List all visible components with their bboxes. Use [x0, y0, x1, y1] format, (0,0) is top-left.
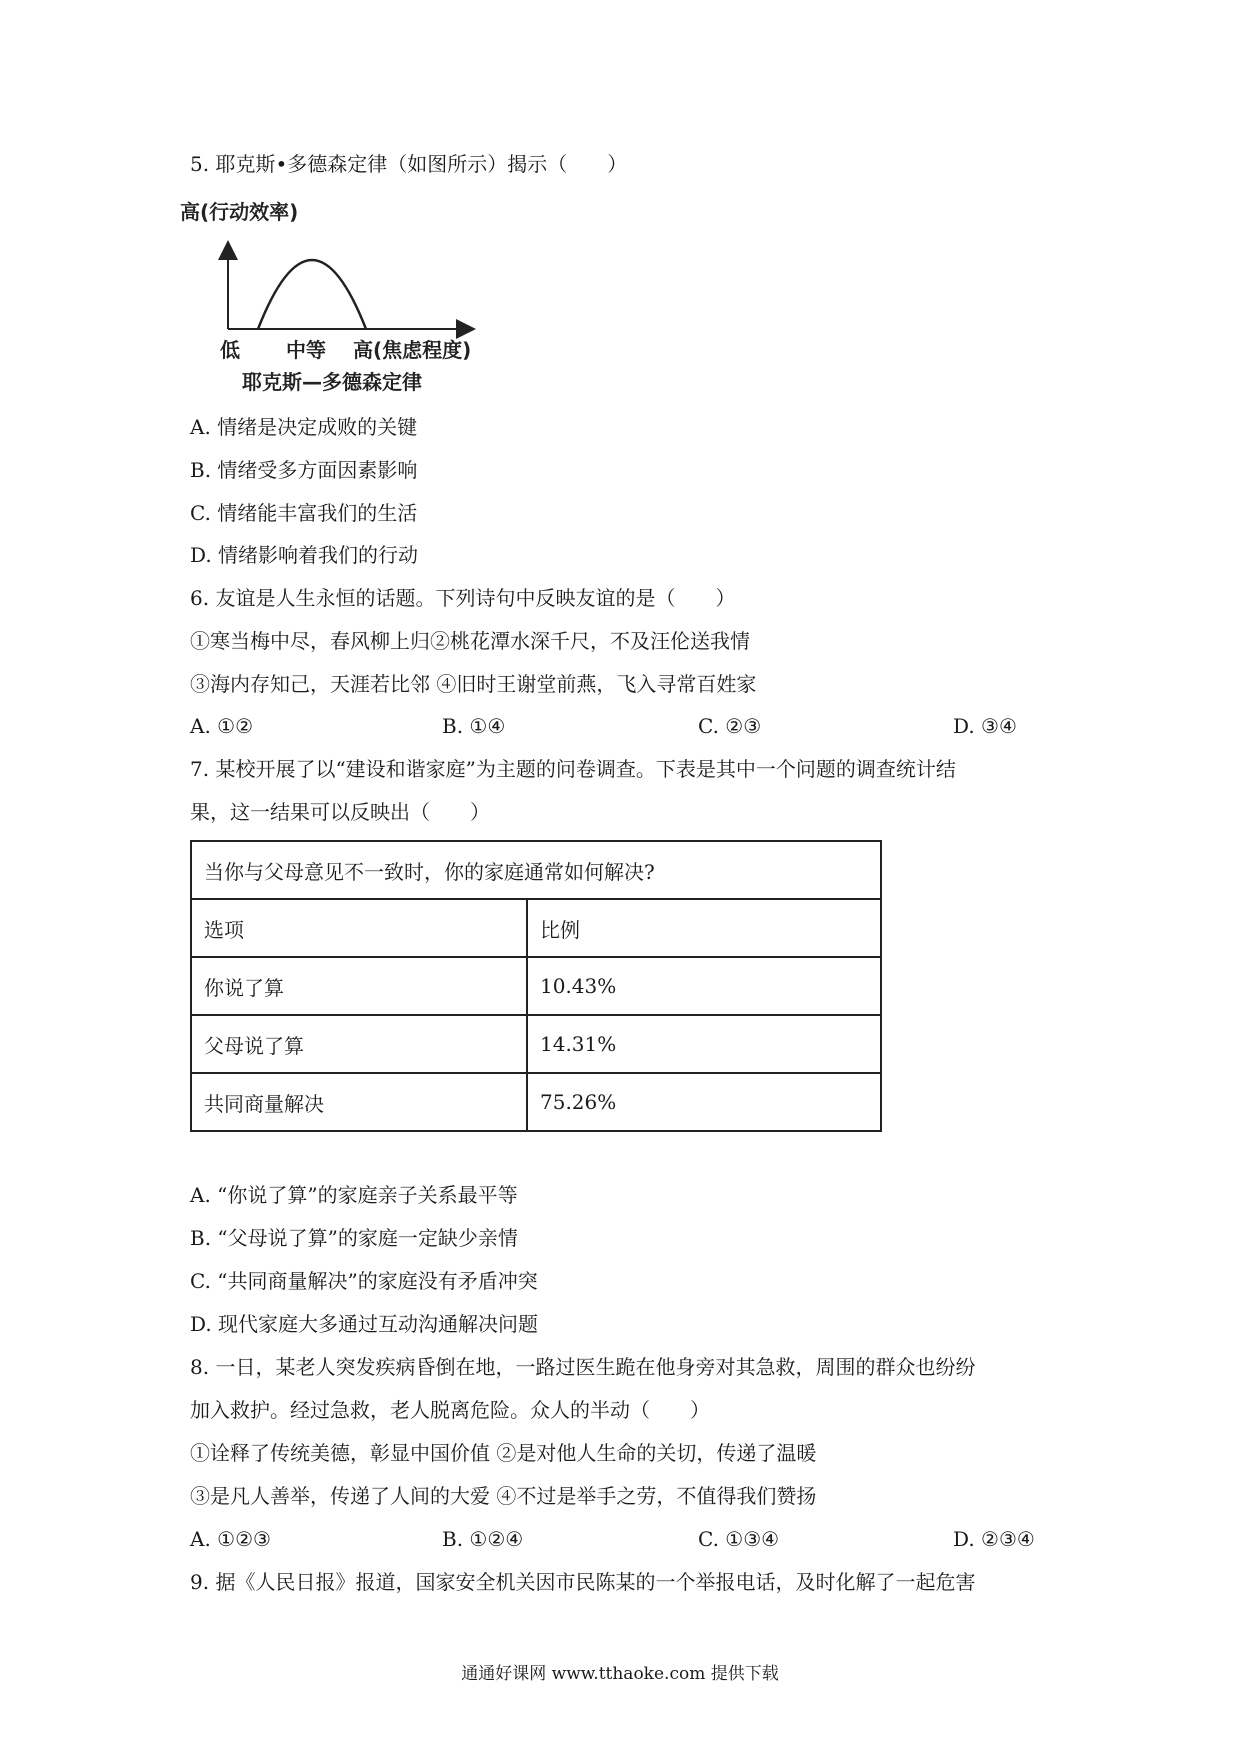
q6-options: [190, 712, 1070, 740]
q5-option-b: B. 情绪受多方面因素影响: [190, 458, 418, 482]
q8-option-d: D. ②③④: [953, 1527, 1035, 1551]
q8-options: [190, 1525, 1070, 1553]
y-axis-label: 高(行动效率): [180, 200, 299, 224]
q8-stem-line1: 8. 一日，某老人突发疾病昏倒在地，一路过医生跪在他身旁对其急救，周围的群众也纷纷: [190, 1355, 976, 1379]
q5-figure: [180, 196, 510, 396]
q9-stem-line1: 9. 据《人民日报》报道，国家安全机关因市民陈某的一个举报电话，及时化解了一起危害: [190, 1570, 976, 1594]
q5-stem: 5. 耶克斯•多德森定律（如图所示）揭示（ ）: [190, 152, 628, 176]
row-option: 共同商量解决: [191, 1073, 527, 1131]
q6-items-line1: ①寒当梅中尽，春风柳上归②桃花潭水深千尺，不及汪伦送我情: [190, 629, 750, 653]
q8-stem-line2: 加入救护。经过急救，老人脱离危险。众人的半动（ ）: [190, 1398, 710, 1422]
q7-option-c: C. “共同商量解决”的家庭没有矛盾冲突: [190, 1269, 538, 1293]
q5-option-d: D. 情绪影响着我们的行动: [190, 543, 419, 567]
page-footer: 通通好课网 www.tthaoke.com 提供下载: [461, 1664, 779, 1684]
q8-option-c: C. ①③④: [698, 1527, 780, 1551]
row-option: 父母说了算: [191, 1015, 527, 1073]
q8-option-a: A. ①②③: [190, 1527, 271, 1551]
q6-option-a: A. ①②: [190, 714, 254, 738]
row-option: 你说了算: [191, 957, 527, 1015]
x-label-high: 高(焦虑程度): [353, 338, 472, 362]
q6-option-b: B. ①④: [442, 714, 506, 738]
q5-option-a: A. 情绪是决定成败的关键: [190, 415, 418, 439]
q8-option-b: B. ①②④: [442, 1527, 524, 1551]
row-ratio: 10.43%: [527, 957, 881, 1015]
column-header-ratio: 比例: [527, 899, 881, 957]
performance-curve: [258, 260, 366, 329]
survey-question: 当你与父母意见不一致时，你的家庭通常如何解决?: [191, 841, 881, 899]
q6-items-line2: ③海内存知己，天涯若比邻 ④旧时王谢堂前燕，飞入寻常百姓家: [190, 672, 757, 696]
table-header-row: [191, 899, 881, 957]
x-label-mid: 中等: [286, 338, 326, 362]
survey-table: [190, 840, 882, 1132]
q7-option-b: B. “父母说了算”的家庭一定缺少亲情: [190, 1226, 518, 1250]
row-ratio: 14.31%: [527, 1015, 881, 1073]
q8-items-line1: ①诠释了传统美德，彰显中国价值 ②是对他人生命的关切，传递了温暖: [190, 1441, 817, 1465]
q5-option-c: C. 情绪能丰富我们的生活: [190, 501, 418, 525]
x-label-low: 低: [220, 338, 240, 362]
q7-stem-line2: 果，这一结果可以反映出（ ）: [190, 800, 490, 824]
q6-stem: 6. 友谊是人生永恒的话题。下列诗句中反映友谊的是（ ）: [190, 586, 736, 610]
q6-option-d: D. ③④: [953, 714, 1017, 738]
q8-items-line2: ③是凡人善举，传递了人间的大爱 ④不过是举手之劳，不值得我们赞扬: [190, 1484, 817, 1508]
q7-option-d: D. 现代家庭大多通过互动沟通解决问题: [190, 1312, 539, 1336]
q6-option-c: C. ②③: [698, 714, 762, 738]
figure-caption: 耶克斯—多德森定律: [242, 370, 422, 394]
q7-stem-line1: 7. 某校开展了以“建设和谐家庭”为主题的问卷调查。下表是其中一个问题的调查统计结: [190, 757, 956, 781]
table-row: [191, 841, 881, 899]
table-row: [191, 1073, 881, 1131]
row-ratio: 75.26%: [527, 1073, 881, 1131]
q7-option-a: A. “你说了算”的家庭亲子关系最平等: [190, 1183, 518, 1207]
column-header-option: 选项: [191, 899, 527, 957]
table-row: [191, 1015, 881, 1073]
table-row: [191, 957, 881, 1015]
